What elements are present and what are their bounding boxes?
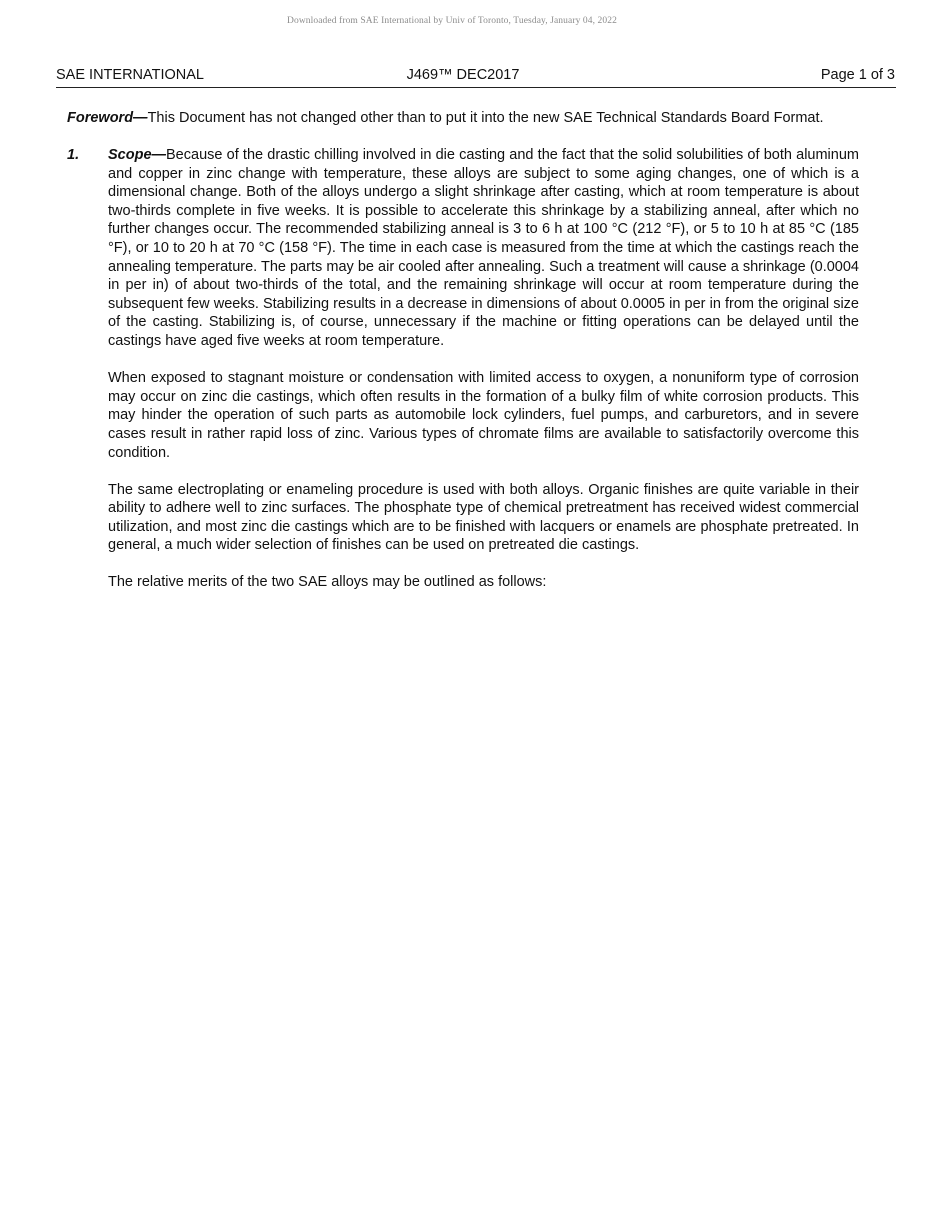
scope-paragraph-1: [108, 146, 859, 351]
document-body: [67, 109, 859, 611]
page-header: [56, 67, 896, 88]
scope-paragraph-2: When exposed to stagnant moisture or condensation with limited access to oxygen, a nonuniform type of corrosion may occur on zinc die castings, which often results in the formation of a bulky film of white corrosion products. This may hinder the operation of such parts as automobile lock cylinders, fuel pumps, and carburetors, and in severe cases result in rather rapid loss of zinc. Various types of chromate films are available to satisfactorily overcome this condition.: [108, 370, 859, 461]
section-number: 1.: [67, 147, 80, 164]
section-scope: [67, 146, 859, 592]
foreword-text: This Document has not changed other than to put it into the new SAE Technical Standards Board Format.: [147, 110, 824, 126]
foreword-paragraph: [67, 109, 859, 128]
scope-paragraph-4: The relative merits of the two SAE alloys may be outlined as follows:: [108, 574, 547, 591]
header-page-number: Page 1 of 3: [820, 67, 895, 83]
header-document-id: J469™ DEC2017: [406, 67, 520, 83]
download-watermark: Downloaded from SAE International by Univ of Toronto, Tuesday, January 04, 2022: [287, 16, 617, 26]
scope-heading: Scope—: [108, 147, 167, 164]
foreword-heading: Foreword—: [67, 110, 148, 126]
scope-paragraph-1-text: Because of the drastic chilling involved in die casting and the fact that the solid solubilities of both aluminum and copper in zinc change with temperature, these alloys are subject to some aging changes, one of which is a dimensional change. Both of the alloys undergo a slight shrinkage after casting, which at room temperature is about two-thirds complete in five weeks. It is possible to accelerate this shrinkage by a stabilizing anneal, after which no further changes occur. The recommended stabilizing anneal is 3 to 6 h at 100 °C (212 °F), or 5 to 10 h at 85 °C (185 °F), or 10 to 20 h at 70 °C (158 °F). The time in each case is measured from the time at which the castings reach the annealing temperature. The parts may be air cooled after annealing. Such a treatment will cause a shrinkage (0.0004 in per in) of about two-thirds of the total, and the remaining shrinkage will occur at room temperature during the subsequent few weeks. Stabilizing results in a decrease in dimensions of about 0.0005 in per in from the original size of the casting. Stabilizing is, of course, unnecessary if the machine or fitting operations can be delayed until the castings have aged five weeks at room temperature.: [108, 147, 859, 350]
header-document-id-wrapper: [56, 67, 896, 83]
header-organization: SAE INTERNATIONAL: [56, 67, 204, 83]
scope-paragraph-3: The same electroplating or enameling procedure is used with both alloys. Organic finishes are quite variable in their ability to adhere well to zinc surfaces. The phosphate type of chemical pretreatment has received widest commercial utilization, and most zinc die castings which are to be finished with lacquers or enamels are phosphate pretreated. In general, a much wider selection of finishes can be used on pretreated die castings.: [108, 481, 859, 554]
